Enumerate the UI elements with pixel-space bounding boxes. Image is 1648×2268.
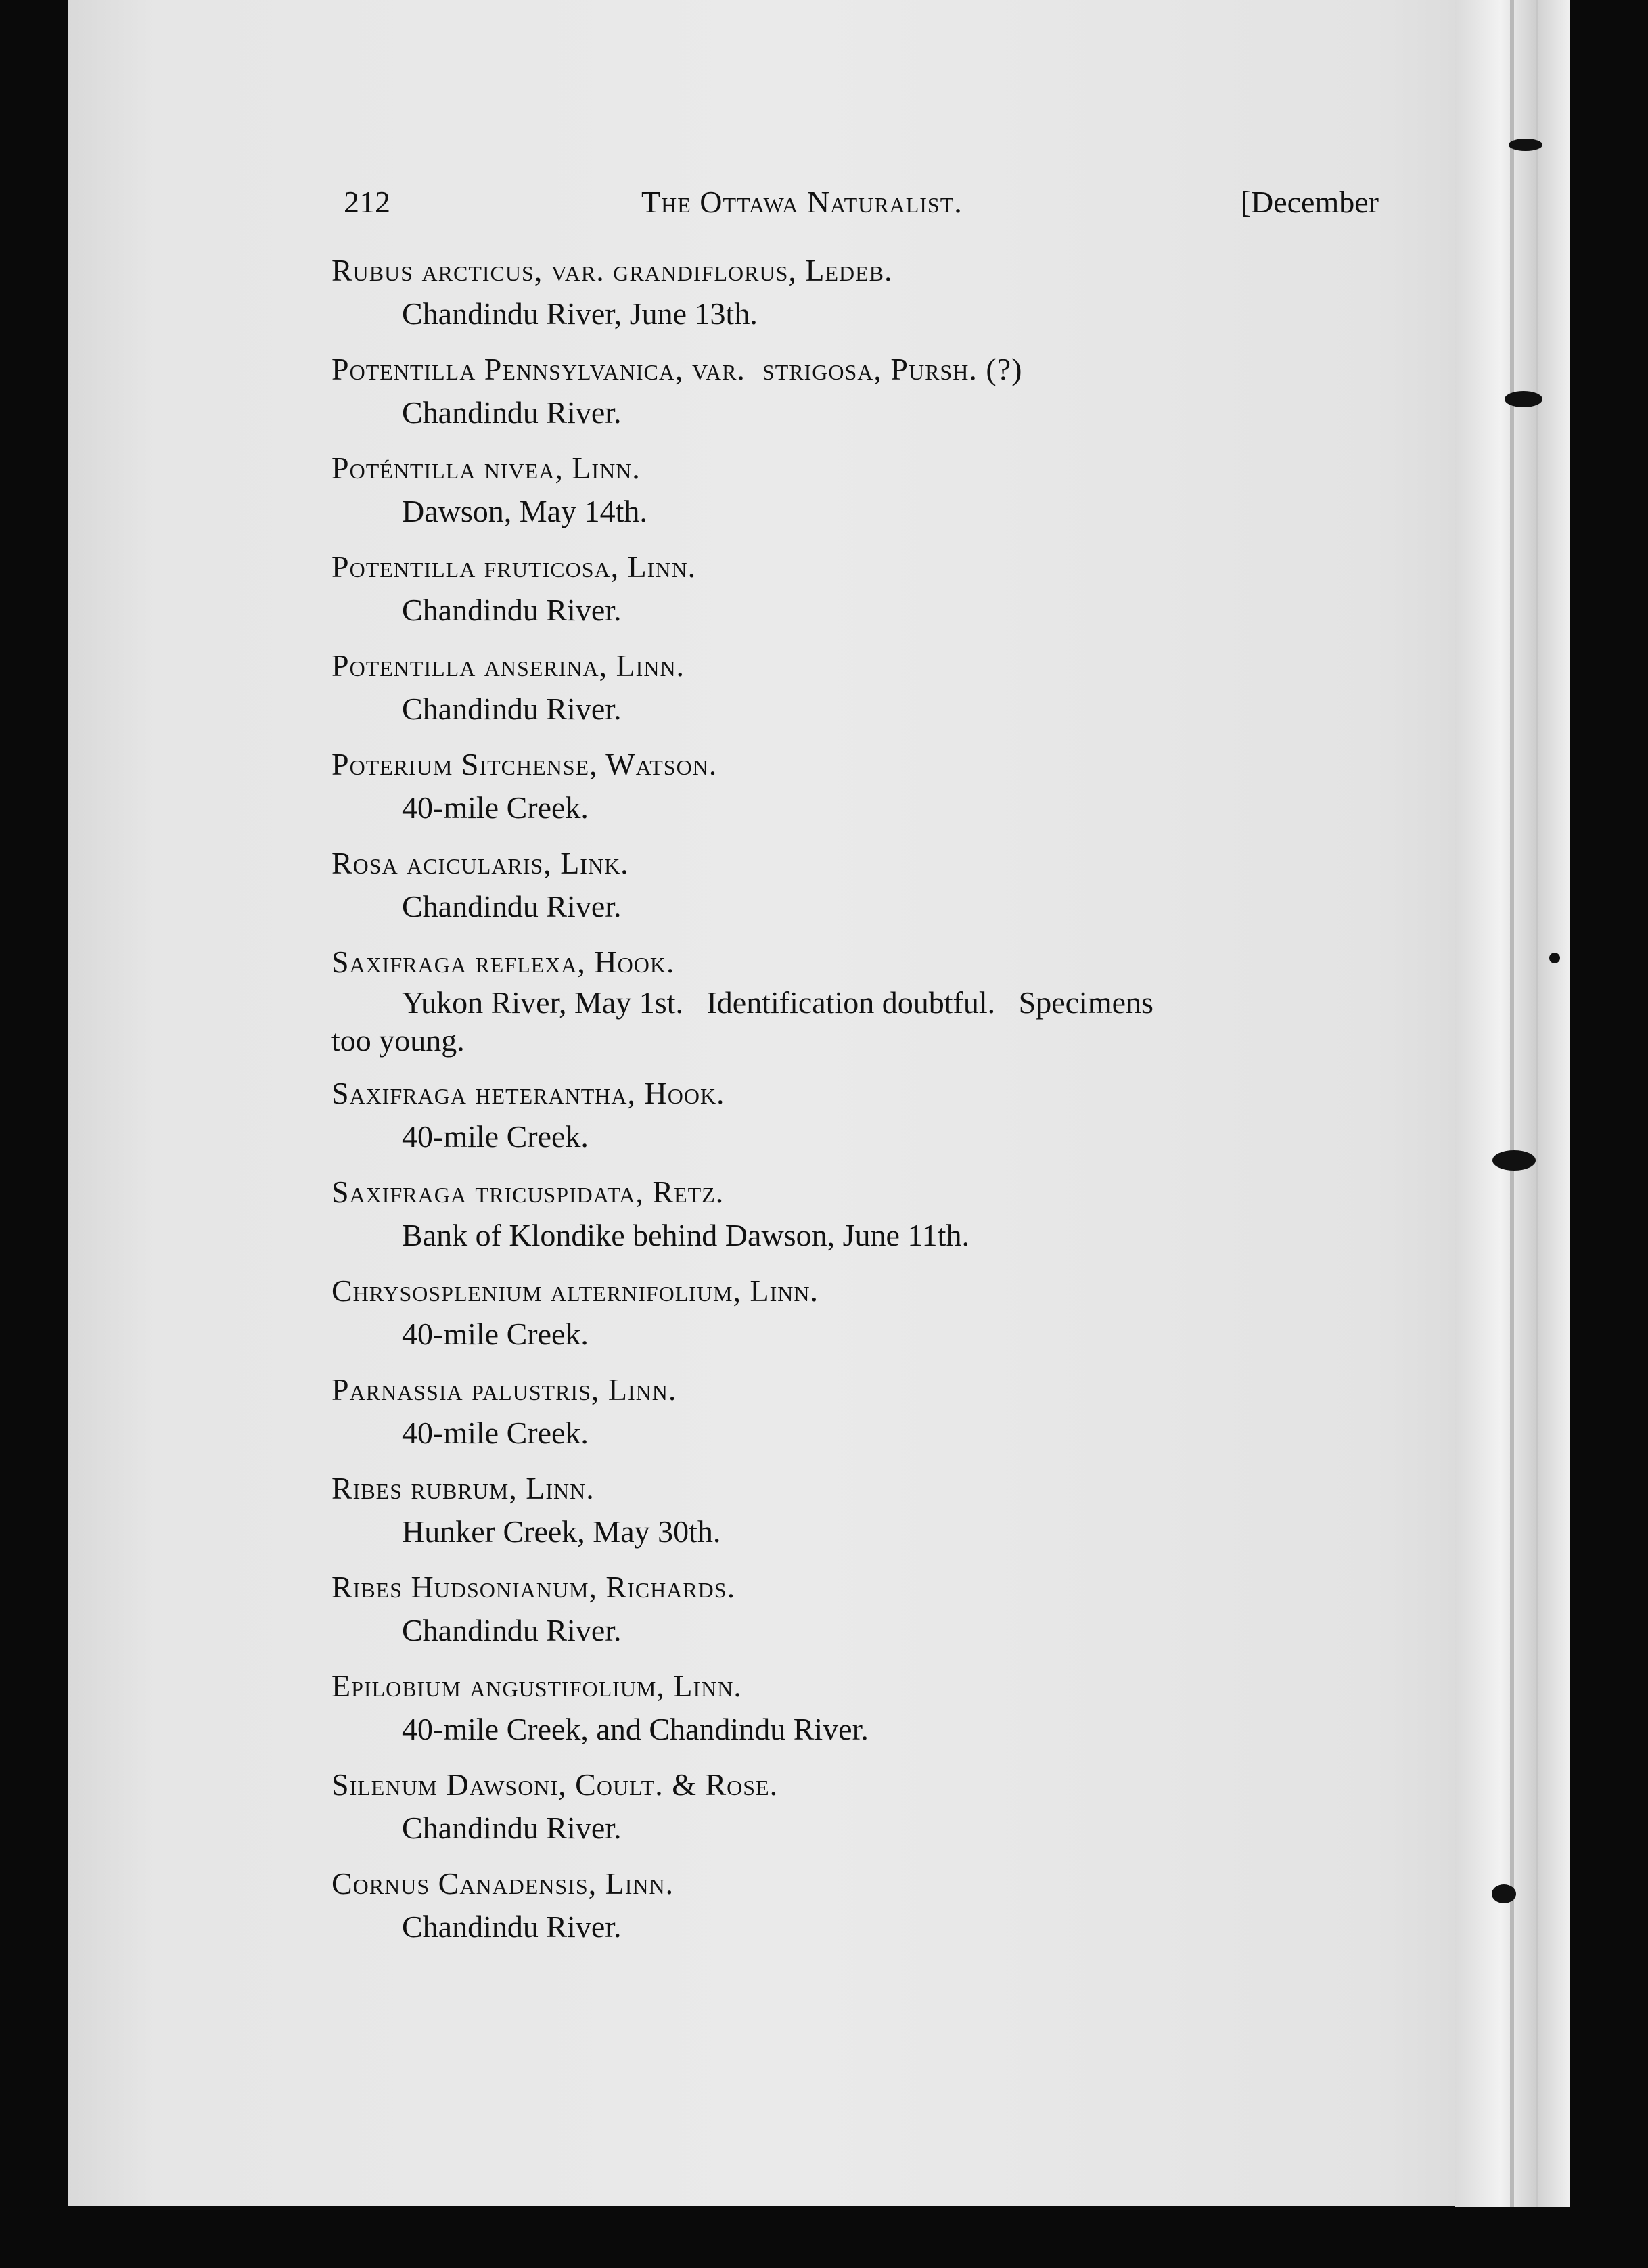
binding-hole (1492, 1884, 1516, 1903)
collection-locality: Hunker Creek, May 30th. (402, 1514, 721, 1549)
list-item (331, 249, 1387, 336)
list-item (331, 348, 1387, 434)
species-name: Potentilla fruticosa, Linn. (331, 549, 697, 584)
list-item (331, 743, 1387, 830)
list-item (331, 842, 1387, 928)
collection-locality: Chandindu River. (402, 1909, 622, 1944)
collection-locality: 40-mile Creek. (402, 1119, 589, 1154)
species-name: Rubus arcticus, var. grandiflorus, Ledeb. (331, 253, 893, 288)
species-list (331, 249, 1387, 1961)
collection-locality: 40-mile Creek. (402, 790, 589, 825)
species-name: Cornus Canadensis, Linn. (331, 1866, 674, 1901)
species-name: Poténtilla nivea, Linn. (331, 451, 641, 485)
species-name: Ribes rubrum, Linn. (331, 1471, 595, 1505)
list-item (331, 545, 1387, 632)
list-item (331, 1664, 1387, 1751)
list-item (331, 940, 1387, 1060)
note-continuation: too young. (331, 1023, 465, 1058)
collection-locality: Chandindu River, June 13th. (402, 296, 758, 331)
collection-locality: Chandindu River. (402, 593, 622, 627)
list-item (331, 1763, 1387, 1850)
binding-hole (1509, 139, 1542, 151)
gutter-fold-line (1536, 0, 1538, 2233)
species-name: Potentilla Pennsylvanica, var. strigosa, Pursh. (?) (331, 352, 1023, 386)
collection-locality: Bank of Klondike behind Dawson, June 11th. (402, 1218, 969, 1252)
species-name: Saxifraga reflexa, Hook. (331, 945, 675, 979)
collection-locality: 40-mile Creek. (402, 1415, 589, 1450)
collection-locality: 40-mile Creek. (402, 1317, 589, 1351)
collection-locality: Chandindu River. (402, 1811, 622, 1845)
species-name: Parnassia palustris, Linn. (331, 1372, 677, 1407)
collection-locality: Chandindu River. (402, 1613, 622, 1648)
list-item (331, 644, 1387, 731)
binding-hole (1492, 1150, 1536, 1171)
species-name: Saxifraga tricuspidata, Retz. (331, 1175, 725, 1209)
list-item (331, 447, 1387, 533)
collection-locality: Dawson, May 14th. (402, 494, 647, 528)
list-item (331, 1072, 1387, 1158)
collection-locality: Chandindu River. (402, 691, 622, 726)
note-text: Yukon River, May 1st. Identification doubtful. Specimens (402, 985, 1153, 1020)
species-name: Saxifraga heterantha, Hook. (331, 1076, 725, 1110)
list-item (331, 1269, 1387, 1356)
species-name: Epilobium angustifolium, Linn. (331, 1669, 742, 1703)
page-number: 212 (344, 185, 390, 219)
scan-bottom-border (0, 2207, 1648, 2268)
journal-title: The Ottawa Naturalist. (641, 185, 963, 219)
list-item (331, 1862, 1387, 1949)
binding-hole (1505, 391, 1542, 407)
collection-locality: Chandindu River. (402, 889, 622, 924)
collection-note (331, 984, 1387, 1060)
species-name: Chrysosplenium alternifolium, Linn. (331, 1273, 819, 1308)
species-name: Potentilla anserina, Linn. (331, 648, 685, 683)
species-name: Rosa acicularis, Link. (331, 846, 629, 880)
running-header (344, 184, 1379, 231)
species-name: Poterium Sitchense, Watson. (331, 747, 718, 781)
collection-locality: 40-mile Creek, and Chandindu River. (402, 1712, 869, 1746)
species-name: Ribes Hudsonianum, Richards. (331, 1570, 736, 1604)
issue-month: [December (1240, 185, 1379, 219)
list-item (331, 1566, 1387, 1652)
collection-locality: Chandindu River. (402, 395, 622, 430)
species-name: Silenum Dawsoni, Coult. & Rose. (331, 1767, 779, 1802)
list-item (331, 1467, 1387, 1553)
binding-hole (1549, 953, 1560, 963)
list-item (331, 1368, 1387, 1455)
list-item (331, 1171, 1387, 1257)
